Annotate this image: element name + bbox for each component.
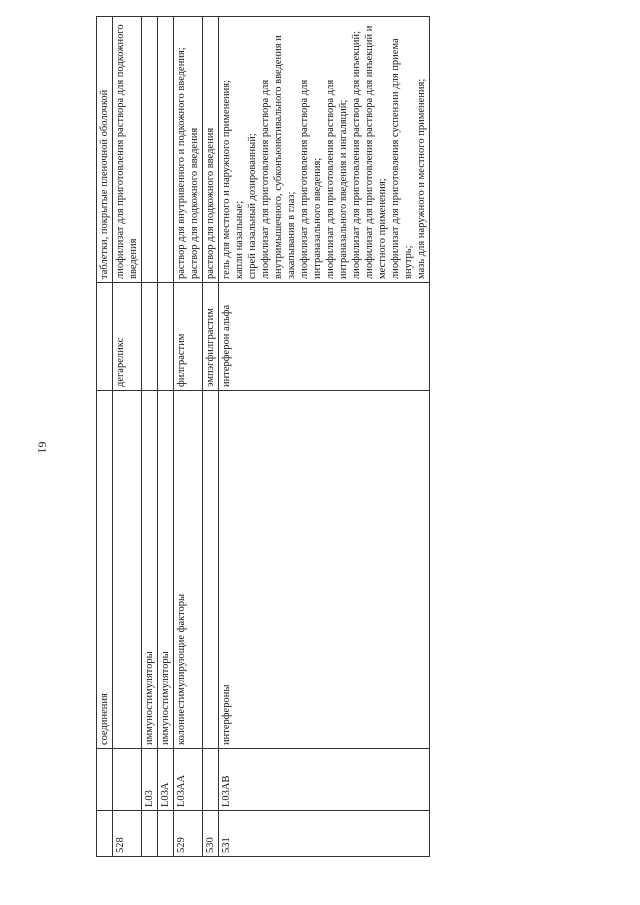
dosage-form-line: таблетки, покрытые пленочной оболочкой <box>99 89 110 279</box>
dosage-form-line: раствор для подкожного введения <box>205 127 216 279</box>
table-row <box>142 17 158 857</box>
dosage-form-line: лиофилизат для приготовления суспензии для приема внутрь; <box>390 38 414 279</box>
dosage-form-line: лиофилизат для приготовления раствора для интраназального введения; <box>299 79 323 279</box>
table-row <box>203 17 219 857</box>
dosage-forms-cell <box>203 17 219 283</box>
atc-code-cell: L03AB <box>219 749 430 811</box>
dosage-form-line: мазь для наружного и местного применения; <box>416 78 427 279</box>
row-number-cell <box>97 811 113 857</box>
dosage-forms-cell <box>97 17 113 283</box>
atc-code-cell: L03A <box>158 749 174 811</box>
dosage-forms-cell <box>219 17 430 283</box>
anatomical-group-cell <box>113 391 142 749</box>
drug-name-cell: интерферон альфа <box>219 283 430 391</box>
drug-name-cell: эмпэгфилграстим <box>203 283 219 391</box>
row-number-cell: 528 <box>113 811 142 857</box>
drug-name-cell <box>97 283 113 391</box>
drug-name-cell: филграстим <box>174 283 203 391</box>
row-number-cell: 531 <box>219 811 430 857</box>
atc-code-cell <box>113 749 142 811</box>
dosage-form-line: раствор для подкожного введения <box>189 127 200 279</box>
anatomical-group-cell <box>203 391 219 749</box>
drug-table <box>96 16 430 857</box>
row-number-cell: 530 <box>203 811 219 857</box>
table-row <box>113 17 142 857</box>
dosage-forms-cell <box>142 17 158 283</box>
dosage-form-line: лиофилизат для приготовления раствора для внутримышечного, субконъюнктивального введения и закапывания в глаз; <box>260 35 297 279</box>
table-row <box>174 17 203 857</box>
dosage-form-line: капли назальные; <box>234 200 245 279</box>
row-number-cell <box>142 811 158 857</box>
row-number-cell <box>158 811 174 857</box>
table-row <box>219 17 430 857</box>
drug-name-cell <box>158 283 174 391</box>
dosage-form-line: гель для местного и наружного применения; <box>221 80 232 279</box>
atc-code-cell <box>97 749 113 811</box>
page-number: 61 <box>35 441 50 454</box>
anatomical-group-cell: колониестимулирующие факторы <box>174 391 203 749</box>
drug-table-rotated <box>96 17 588 857</box>
dosage-form-line: лиофилизат для приготовления раствора для инъекций; <box>351 30 362 279</box>
row-number-cell: 529 <box>174 811 203 857</box>
atc-code-cell: L03AA <box>174 749 203 811</box>
dosage-form-line: лиофилизат для приготовления раствора для интраназального введения и ингаляций; <box>325 79 349 279</box>
table-row <box>97 17 113 857</box>
anatomical-group-cell: иммуностимуляторы <box>142 391 158 749</box>
atc-code-cell: L03 <box>142 749 158 811</box>
dosage-forms-cell <box>174 17 203 283</box>
dosage-form-line: лиофилизат для приготовления раствора для подкожного введения <box>115 24 139 279</box>
dosage-form-line: лиофилизат для приготовления раствора для инъекций и местного применения; <box>364 25 388 279</box>
anatomical-group-cell: соединения <box>97 391 113 749</box>
drug-name-cell <box>142 283 158 391</box>
atc-code-cell <box>203 749 219 811</box>
anatomical-group-cell: интерфероны <box>219 391 430 749</box>
table-row <box>158 17 174 857</box>
dosage-form-line: спрей назальный дозированный; <box>247 133 258 279</box>
anatomical-group-cell: иммуностимуляторы <box>158 391 174 749</box>
dosage-forms-cell <box>158 17 174 283</box>
drug-name-cell: дегареликс <box>113 283 142 391</box>
dosage-forms-cell <box>113 17 142 283</box>
dosage-form-line: раствор для внутривенного и подкожного введения; <box>176 47 187 279</box>
